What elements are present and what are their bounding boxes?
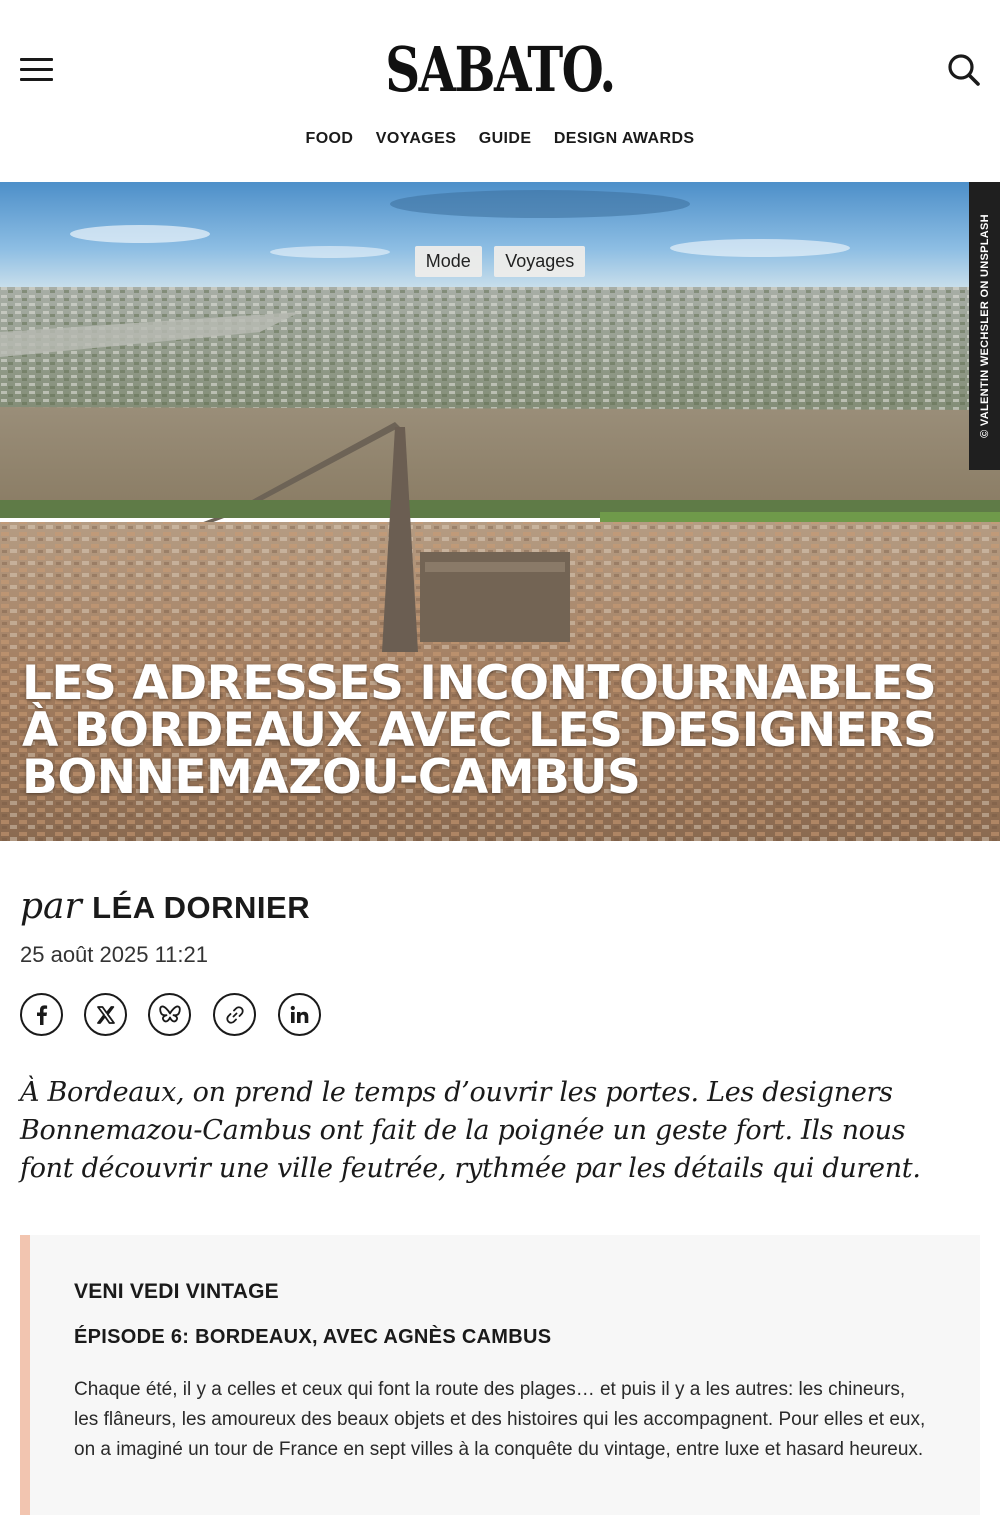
main-nav — [0, 130, 1000, 148]
byline-prefix: par — [20, 886, 82, 927]
photo-credit-text: © VALENTIN WECHSLER ON UNSPLASH — [978, 214, 991, 438]
series-box — [20, 1235, 980, 1515]
series-kicker[interactable]: VENI VEDI VINTAGE — [74, 1280, 279, 1303]
nav-guide[interactable]: GUIDE — [478, 130, 532, 147]
search-icon[interactable] — [946, 52, 982, 88]
hero-section — [0, 182, 1000, 841]
nav-food[interactable]: FOOD — [305, 130, 354, 147]
publish-date: 25 août 2025 11:21 — [20, 942, 208, 967]
photo-credit — [969, 182, 1000, 470]
menu-line — [20, 68, 53, 71]
series-episode: ÉPISODE 6: BORDEAUX, AVEC AGNÈS CAMBUS — [74, 1326, 552, 1348]
site-header — [0, 0, 1000, 182]
nav-voyages[interactable]: VOYAGES — [375, 130, 457, 147]
facebook-icon[interactable] — [20, 993, 63, 1036]
bluesky-icon[interactable] — [148, 993, 191, 1036]
linkedin-icon[interactable] — [278, 993, 321, 1036]
menu-line — [20, 78, 53, 81]
author-name[interactable]: LÉA DORNIER — [92, 890, 311, 925]
x-icon[interactable] — [84, 993, 127, 1036]
link-icon[interactable] — [213, 993, 256, 1036]
hamburger-menu-icon[interactable] — [20, 56, 54, 86]
category-tags — [0, 246, 1000, 277]
site-logo[interactable]: SABATO. — [385, 33, 615, 106]
byline — [20, 886, 310, 927]
nav-design-awards[interactable]: DESIGN AWARDS — [553, 130, 695, 147]
article-title: LES ADRESSES INCONTOURNABLES À BORDEAUX AVEC LES DESIGNERS BONNEMAZOU-CAMBUS — [22, 656, 937, 805]
series-description: Chaque été, il y a celles et ceux qui font la route des plages… et puis il y a les autres: les chineurs, les flâneurs, les amoureux des beaux objets et des histoires qui les accompagnent. Pour elles et eux, on a imaginé un tour de France en sept villes à la conquête du vintage, entre luxe et hasard heureux. — [74, 1379, 926, 1460]
menu-line — [20, 58, 53, 61]
article-lead: À Bordeaux, on prend le temps d’ouvrir les portes. Les designers Bonnemazou-Cambus ont fait de la poignée un geste fort. Ils nous font découvrir une ville feutrée, rythmée par les détails qui durent. — [20, 1077, 921, 1184]
tag-mode[interactable]: Mode — [415, 246, 482, 277]
tag-voyages[interactable]: Voyages — [494, 246, 585, 277]
